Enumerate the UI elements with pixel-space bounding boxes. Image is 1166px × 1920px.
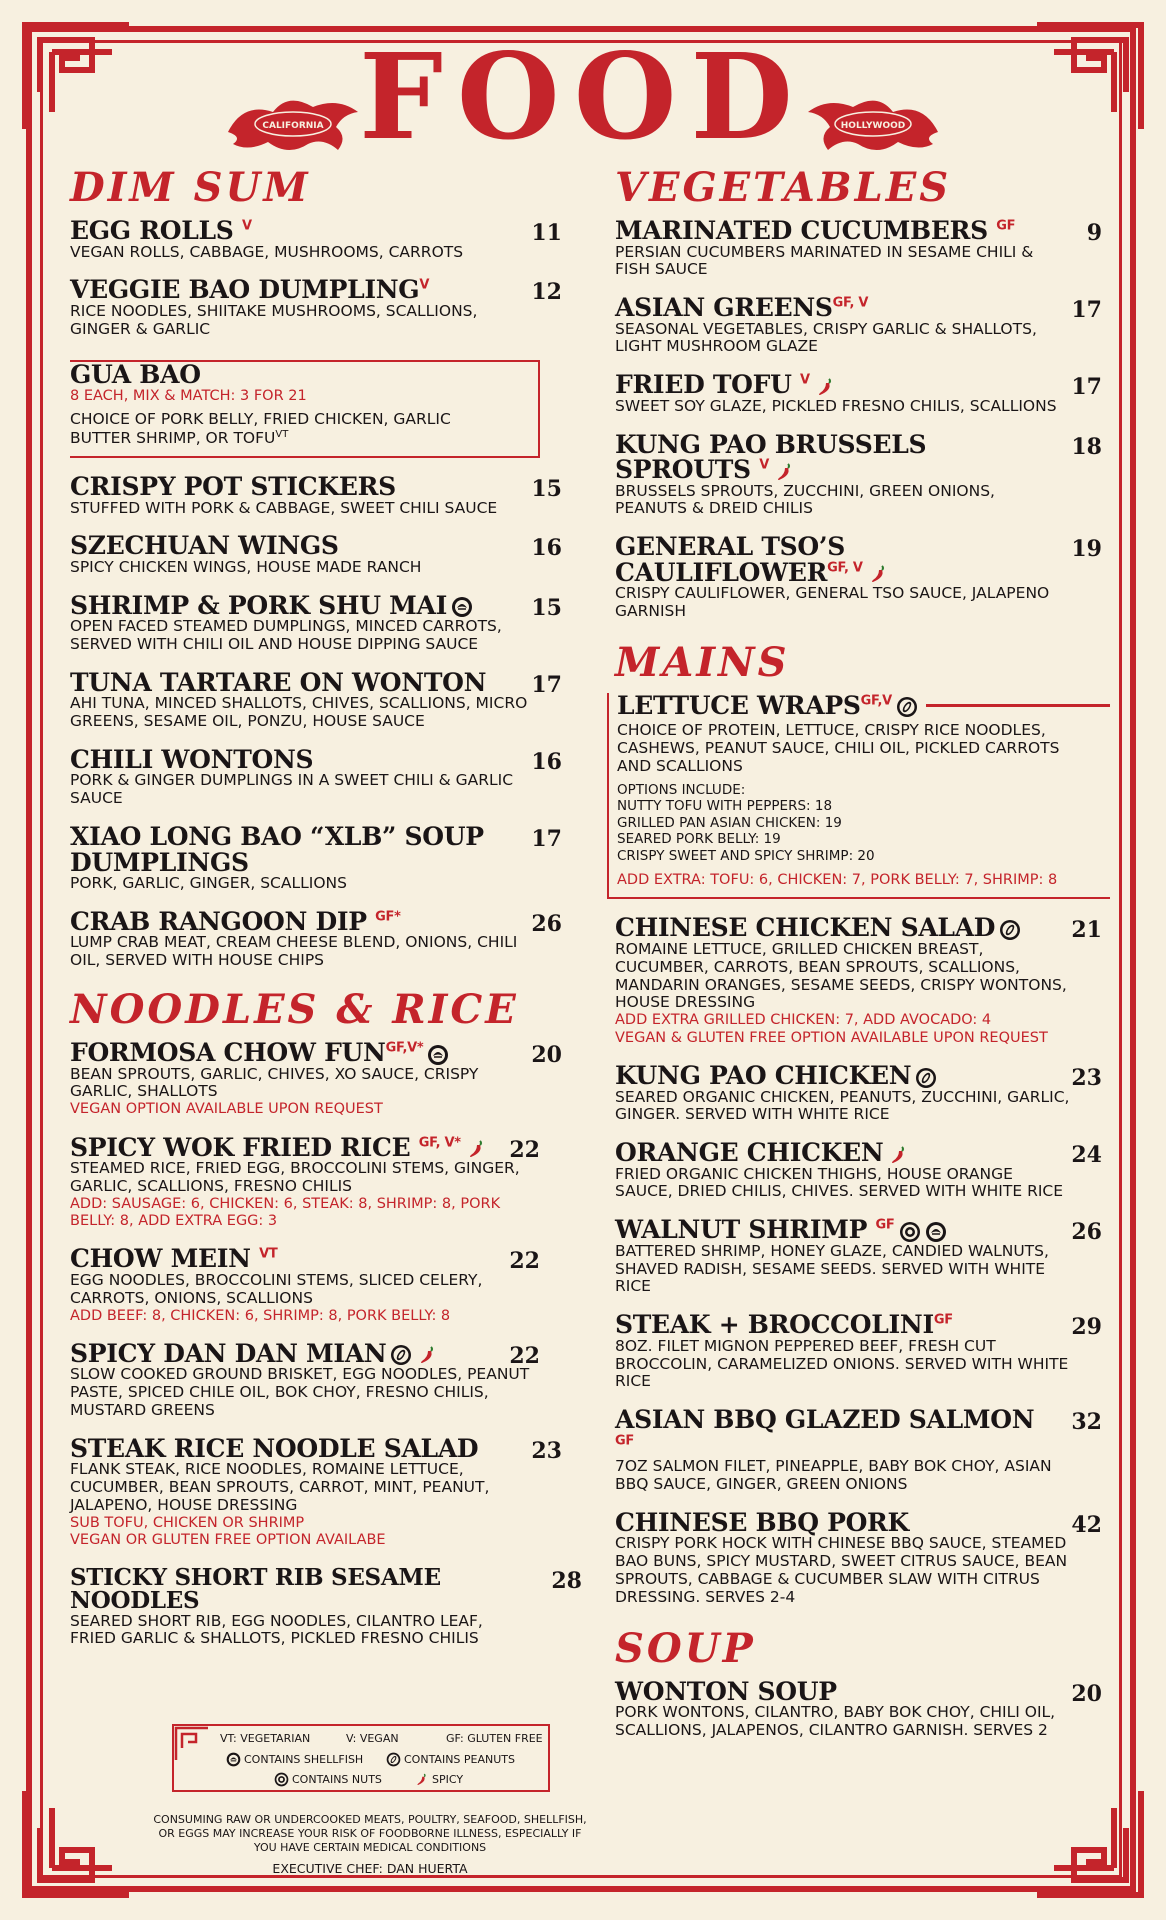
item-name: GENERAL TSO’S CAULIFLOWER <box>615 532 846 587</box>
menu-item-boxed <box>607 690 1110 900</box>
diet-tag: GF, V* <box>418 1135 461 1151</box>
legend-vegan: V: VEGAN <box>346 1732 399 1745</box>
item-description: SEASONAL VEGETABLES, CRISPY GARLIC & SHALLOTS, LIGHT MUSHROOM GLAZE <box>615 319 1037 356</box>
legend-nuts-label: CONTAINS NUTS <box>292 1773 382 1786</box>
item-description: FRIED ORGANIC CHICKEN THIGHS, HOUSE ORANGE SAUCE, DRIED CHILIS, CHIVES. SERVED WITH WHITE RICE <box>615 1164 1064 1201</box>
item-price: 26 <box>1071 1219 1102 1246</box>
shellfish-icon <box>427 1044 449 1066</box>
item-price: 23 <box>531 1437 562 1464</box>
legend-shellfish <box>226 1752 363 1767</box>
item-name: SHRIMP & PORK SHU MAI <box>70 590 448 620</box>
item-description: EGG NOODLES, BROCCOLINI STEMS, SLICED CELERY, CARROTS, ONIONS, SCALLIONS <box>70 1270 483 1307</box>
item-name: VEGGIE BAO DUMPLING <box>70 275 420 305</box>
chili-icon <box>773 461 795 483</box>
diet-tag: GF* <box>375 909 401 925</box>
legend-gluten-free: GF: GLUTEN FREE <box>446 1732 543 1745</box>
legend-spicy-label: SPICY <box>432 1773 464 1786</box>
item-price: 21 <box>1071 917 1102 944</box>
section-title-mains: MAINS <box>615 638 790 686</box>
dragon-left-text: CALIFORNIA <box>262 121 324 131</box>
item-price: 20 <box>1071 1680 1102 1707</box>
item-name: CRAB RANGOON DIP <box>70 906 367 936</box>
item-price: 17 <box>531 826 562 853</box>
chili-icon <box>867 563 889 585</box>
menu-item <box>70 1246 570 1325</box>
section-title-dim-sum: DIM SUM <box>70 164 311 211</box>
legend-nuts <box>274 1772 382 1787</box>
menu-item <box>70 1132 570 1231</box>
menu-item <box>70 1433 570 1550</box>
option-line: NUTTY TOFU WITH PEPPERS: 18 <box>617 798 833 815</box>
item-description: FLANK STEAK, RICE NOODLES, ROMAINE LETTUCE, CUCUMBER, BEAN SPROUTS, CARROT, MINT, PEANUT, JALAPENO, HOUSE DRESSING <box>70 1460 490 1515</box>
menu-item <box>615 218 1110 279</box>
peanut-icon <box>390 1344 412 1366</box>
item-name: TUNA TARTARE ON WONTON <box>70 667 487 697</box>
item-note: ADD EXTRA GRILLED CHICKEN: 7, ADD AVOCADO: 4 <box>615 1012 992 1029</box>
legend-shellfish-label: CONTAINS SHELLFISH <box>244 1753 364 1766</box>
diet-tag: VT <box>259 1247 278 1263</box>
item-price: 17 <box>1071 374 1102 401</box>
left-column <box>70 164 582 1664</box>
item-description: SPICY CHICKEN WINGS, HOUSE MADE RANCH <box>70 557 422 576</box>
item-name: SPICY DAN DAN MIAN <box>70 1338 387 1368</box>
diet-tag: V <box>800 372 810 388</box>
health-disclaimer: CONSUMING RAW OR UNDERCOOKED MEATS, POULTRY, SEAFOOD, SHELLFISH, OR EGGS MAY INCREASE YOUR RISK OF FOODBORNE ILLNESS, ESPECIALLY IF YOU HAVE CERTAIN MEDICAL CONDITIONS <box>153 1813 587 1854</box>
item-name: KUNG PAO CHICKEN <box>615 1061 912 1091</box>
item-name: CHOW MEIN <box>70 1244 251 1274</box>
dragon-right-icon <box>798 82 948 162</box>
item-description: CRISPY CAULIFLOWER, GENERAL TSO SAUCE, JALAPENO GARNISH <box>615 584 1050 620</box>
item-price: 22 <box>509 1136 540 1163</box>
menu-item <box>615 1312 1110 1391</box>
item-name: CHILI WONTONS <box>70 744 314 774</box>
diet-tag: GF <box>875 1217 895 1233</box>
item-price: 11 <box>531 220 562 246</box>
item-description: LUMP CRAB MEAT, CREAM CHEESE BLEND, ONIONS, CHILI OIL, SERVED WITH HOUSE CHIPS <box>70 933 518 970</box>
diet-tag: GF, V <box>827 560 863 576</box>
option-line: GRILLED PAN ASIAN CHICKEN: 19 <box>617 814 842 831</box>
diet-tag: GF,V* <box>385 1040 424 1056</box>
menu-item-boxed <box>70 360 540 458</box>
item-name: CHINESE CHICKEN SALAD <box>615 913 996 943</box>
chili-icon <box>887 1144 909 1166</box>
menu-item <box>70 1338 570 1420</box>
item-description: SLOW COOKED GROUND BRISKET, EGG NOODLES, PEANUT PASTE, SPICED CHILE OIL, BOK CHOY, FRESNO CHILIS, MUSTARD GREENS <box>70 1365 530 1420</box>
menu-item <box>70 218 570 261</box>
menu-item <box>615 1676 1110 1740</box>
menu-item <box>615 1507 1110 1607</box>
diet-tag: GF,V <box>860 693 892 709</box>
corner-ornament-bottom-right <box>1034 1788 1144 1898</box>
item-price: 22 <box>509 1342 540 1369</box>
item-description: STEAMED RICE, FRIED EGG, BROCCOLINI STEMS, GINGER, GARLIC, SCALLIONS, FRESNO CHILIS <box>70 1159 520 1195</box>
section-title-vegetables: VEGETABLES <box>615 164 952 211</box>
item-description: PERSIAN CUCUMBERS MARINATED IN SESAME CHILI & FISH SAUCE <box>615 242 1034 279</box>
item-name: ORANGE CHICKEN <box>615 1138 884 1168</box>
diet-tag: GF <box>996 218 1016 234</box>
item-price: 17 <box>531 671 562 698</box>
item-price: 15 <box>531 594 562 621</box>
shellfish-icon <box>925 1221 947 1243</box>
item-description: 7OZ SALMON FILET, PINEAPPLE, BABY BOK CHOY, ASIAN BBQ SAUCE, GINGER, GREEN ONIONS <box>615 1457 1052 1493</box>
menu-item <box>70 474 570 517</box>
item-description: CHOICE OF PROTEIN, LETTUCE, CRISPY RICE NOODLES, CASHEWS, PEANUT SAUCE, CHILI OIL, PICKLED CARROTS AND SCALLIONS <box>617 721 1060 775</box>
menu-item <box>70 533 570 576</box>
legend-vegetarian: VT: VEGETARIAN <box>220 1732 311 1745</box>
divider <box>926 704 1110 707</box>
menu-item <box>615 1063 1110 1124</box>
item-name: CRISPY POT STICKERS <box>70 472 396 502</box>
item-price: 28 <box>551 1567 582 1594</box>
peanut-icon <box>386 1752 401 1767</box>
menu-item <box>70 744 570 808</box>
item-description: STUFFED WITH PORK & CABBAGE, SWEET CHILI SAUCE <box>70 498 498 517</box>
item-name: ASIAN BBQ GLAZED SALMON <box>615 1405 1035 1435</box>
chili-icon <box>814 376 836 398</box>
executive-chef: EXECUTIVE CHEF: DAN HUERTA <box>272 1861 468 1876</box>
item-price: 20 <box>531 1042 562 1069</box>
item-price: 22 <box>509 1248 540 1275</box>
item-price: 24 <box>1071 1142 1102 1169</box>
menu-item <box>615 295 1110 356</box>
item-price: 17 <box>1071 297 1102 324</box>
item-note: ADD BEEF: 8, CHICKEN: 6, SHRIMP: 8, PORK BELLY: 8 <box>70 1307 451 1324</box>
option-line: SEARED PORK BELLY: 19 <box>617 831 781 848</box>
item-name: WALNUT SHRIMP <box>615 1215 868 1245</box>
item-price: 12 <box>531 279 562 306</box>
menu-item <box>70 824 570 893</box>
right-column <box>615 164 1110 1756</box>
chili-icon <box>416 1344 438 1366</box>
section-title-noodles: NOODLES & RICE <box>70 986 519 1034</box>
option-line: CRISPY SWEET AND SPICY SHRIMP: 20 <box>617 847 875 864</box>
menu-item <box>615 372 1110 415</box>
menu-item <box>615 1217 1110 1296</box>
item-price: 29 <box>1071 1314 1102 1341</box>
menu-item <box>70 906 570 970</box>
item-name: FORMOSA CHOW FUN <box>70 1038 386 1068</box>
menu-item <box>70 1563 582 1649</box>
item-price: 16 <box>531 535 562 562</box>
dragon-right-text: HOLLYWOOD <box>840 121 906 131</box>
item-name: FRIED TOFU <box>615 370 792 400</box>
item-description: 8OZ. FILET MIGNON PEPPERED BEEF, FRESH CUT BROCCOLIN, CARAMELIZED ONIONS. SERVED WITH WHITE RICE <box>615 1336 1069 1391</box>
item-price: 9 <box>1086 220 1102 246</box>
item-description: PORK WONTONS, CILANTRO, BABY BOK CHOY, CHILI OIL, SCALLIONS, JALAPENOS, CILANTRO GARNISH. SERVES 2 <box>615 1703 1056 1739</box>
legend-box <box>172 1724 550 1792</box>
item-description: SEARED SHORT RIB, EGG NOODLES, CILANTRO LEAF, FRIED GARLIC & SHALLOTS, PICKLED FRESNO CHILIS <box>70 1611 483 1648</box>
item-price: 15 <box>531 476 562 503</box>
item-description: SWEET SOY GLAZE, PICKLED FRESNO CHILIS, SCALLIONS <box>615 396 1057 415</box>
menu-item <box>615 429 1110 519</box>
item-name: LETTUCE WRAPS <box>617 690 861 720</box>
item-description: RICE NOODLES, SHIITAKE MUSHROOMS, SCALLIONS, GINGER & GARLIC <box>70 301 478 338</box>
menu-item <box>615 1407 1110 1494</box>
item-name: SPICY WOK FRIED RICE <box>70 1132 411 1162</box>
item-name: EGG ROLLS <box>70 216 234 245</box>
menu-item <box>70 590 570 654</box>
item-name: ASIAN GREENS <box>615 293 833 323</box>
nut-icon <box>899 1221 921 1243</box>
diet-tag: GF <box>933 1312 953 1328</box>
nut-icon <box>274 1772 289 1787</box>
item-description: PORK, GARLIC, GINGER, SCALLIONS <box>70 874 347 893</box>
item-name: STICKY SHORT RIB SESAME NOODLES <box>70 1563 441 1615</box>
item-description: SEARED ORGANIC CHICKEN, PEANUTS, ZUCCHINI, GARLIC, GINGER. SERVED WITH WHITE RICE <box>615 1087 1070 1124</box>
peanut-icon <box>999 919 1021 941</box>
shellfish-icon <box>226 1752 241 1767</box>
item-note: ADD EXTRA: TOFU: 6, CHICKEN: 7, PORK BELLY: 7, SHRIMP: 8 <box>617 872 1058 889</box>
peanut-icon <box>896 696 918 718</box>
peanut-icon <box>915 1067 937 1089</box>
item-name: SZECHUAN WINGS <box>70 531 339 561</box>
item-description: ROMAINE LETTUCE, GRILLED CHICKEN BREAST, CUCUMBER, CARROTS, BEAN SPROUTS, SCALLIONS, MANDARIN ORANGES, SESAME SEEDS, CRISPY WONTONS, HOUSE DRESSING <box>615 939 1067 1012</box>
item-note-2: VEGAN & GLUTEN FREE OPTION AVAILABLE UPON REQUEST <box>615 1029 1048 1046</box>
item-description: BEAN SPROUTS, GARLIC, CHIVES, XO SAUCE, CRISPY GARLIC, SHALLOTS <box>70 1064 479 1101</box>
item-note: 8 EACH, MIX & MATCH: 3 FOR 21 <box>70 387 307 404</box>
item-price: 42 <box>1071 1511 1102 1538</box>
menu-item <box>70 1040 570 1119</box>
item-note: VEGAN OPTION AVAILABLE UPON REQUEST <box>70 1101 383 1118</box>
shellfish-icon <box>451 596 473 618</box>
menu-item <box>70 277 570 338</box>
menu-item <box>615 1140 1110 1201</box>
item-name: STEAK + BROCCOLINI <box>615 1310 934 1340</box>
diet-tag: V <box>759 457 769 473</box>
item-description: VEGAN ROLLS, CABBAGE, MUSHROOMS, CARROTS <box>70 242 464 261</box>
diet-tag: V <box>241 218 252 234</box>
legend-peanuts-label: CONTAINS PEANUTS <box>404 1753 515 1766</box>
page-title: FOOD <box>359 27 807 166</box>
item-name: GUA BAO <box>70 362 207 388</box>
item-name: STEAK RICE NOODLE SALAD <box>70 1433 479 1463</box>
item-description: PORK & GINGER DUMPLINGS IN A SWEET CHILI & GARLIC SAUCE <box>70 771 514 808</box>
item-description: OPEN FACED STEAMED DUMPLINGS, MINCED CARROTS, SERVED WITH CHILI OIL AND HOUSE DIPPING SAUCE <box>70 617 502 654</box>
section-title-soup: SOUP <box>615 1624 756 1672</box>
legend-knot-icon <box>172 1724 212 1764</box>
legend-peanuts <box>386 1752 515 1767</box>
item-description: BRUSSELS SPROUTS, ZUCCHINI, GREEN ONIONS, PEANUTS & DREID CHILIS <box>615 481 995 518</box>
item-price: 18 <box>1071 433 1102 460</box>
menu-item <box>70 667 570 731</box>
diet-tag: V <box>419 277 430 293</box>
option-line: OPTIONS INCLUDE: <box>617 781 746 798</box>
diet-tag: GF, V <box>832 295 869 311</box>
item-description: AHI TUNA, MINCED SHALLOTS, CHIVES, SCALLIONS, MICRO GREENS, SESAME OIL, PONZU, HOUSE SAUCE <box>70 694 528 731</box>
item-description: CHOICE OF PORK BELLY, FRIED CHICKEN, GARLIC BUTTER SHRIMP, OR TOFU <box>70 410 451 448</box>
item-note: ADD: SAUSAGE: 6, CHICKEN: 6, STEAK: 8, SHRIMP: 8, PORK BELLY: 8, ADD EXTRA EGG: 3 <box>70 1195 501 1230</box>
item-price: 26 <box>531 910 562 937</box>
dragon-left-icon <box>218 82 368 162</box>
corner-ornament-bottom-left <box>22 1788 132 1898</box>
item-price: 19 <box>1071 536 1102 563</box>
item-name: MARINATED CUCUMBERS <box>615 216 988 245</box>
menu-item <box>615 915 1110 1047</box>
diet-tag: GF <box>615 1433 634 1449</box>
item-note: SUB TOFU, CHICKEN OR SHRIMP <box>70 1514 305 1531</box>
item-description: CRISPY PORK HOCK WITH CHINESE BBQ SAUCE, STEAMED BAO BUNS, SPICY MUSTARD, SWEET CITRUS SAUCE, BEAN SPROUTS, CABBAGE & CUCUMBER SLAW WITH CITRUS DRESSING. SERVES 2-4 <box>615 1534 1068 1606</box>
item-price: 32 <box>1071 1409 1102 1436</box>
item-price: 16 <box>531 748 562 775</box>
diet-tag: VT <box>275 429 289 441</box>
item-name: XIAO LONG BAO “XLB” SOUP DUMPLINGS <box>70 822 484 877</box>
item-description: BATTERED SHRIMP, HONEY GLAZE, CANDIED WALNUTS, SHAVED RADISH, SESAME SEEDS. SERVED WITH WHITE RICE <box>615 1241 1049 1296</box>
item-name: CHINESE BBQ PORK <box>615 1507 909 1537</box>
menu-item <box>615 534 1110 621</box>
item-price: 23 <box>1071 1065 1102 1092</box>
item-name: WONTON SOUP <box>615 1676 837 1706</box>
legend-spicy <box>414 1772 463 1787</box>
chili-icon <box>465 1138 487 1160</box>
item-note-2: VEGAN OR GLUTEN FREE OPTION AVAILABE <box>70 1532 386 1549</box>
chili-icon <box>414 1772 429 1787</box>
item-name: KUNG PAO BRUSSELS SPROUTS <box>615 429 927 485</box>
